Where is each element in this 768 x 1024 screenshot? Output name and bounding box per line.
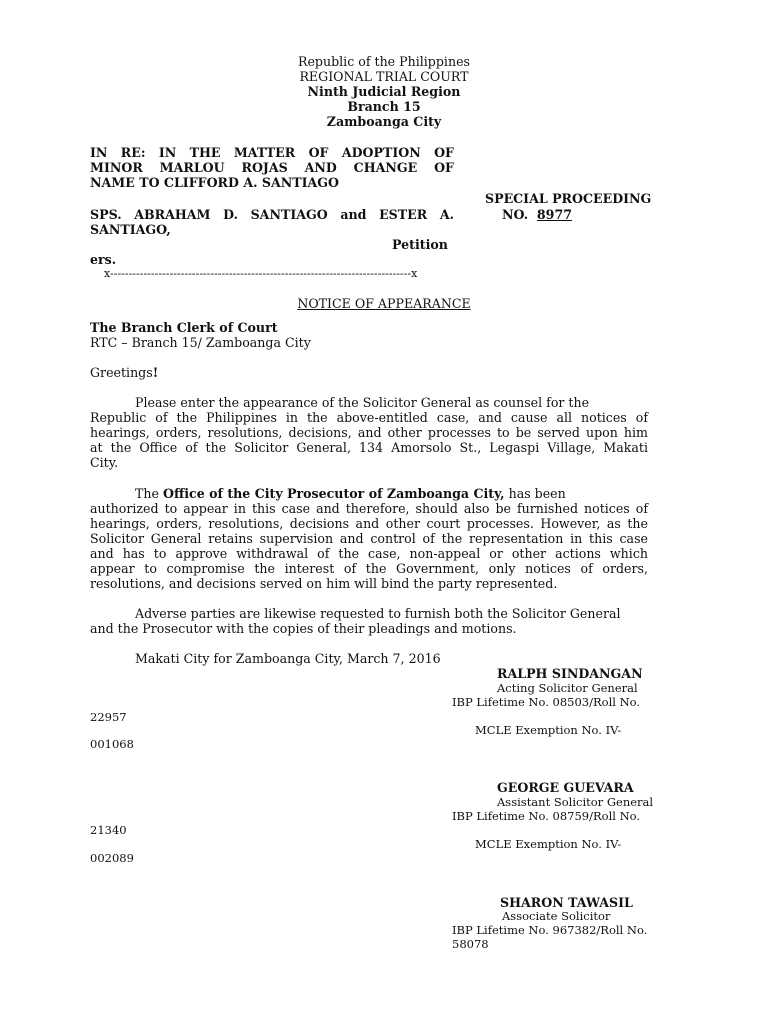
signatory-roll: 22957 bbox=[90, 710, 127, 724]
in-re-line: NAME TO CLIFFORD A. SANTIAGO bbox=[90, 175, 340, 190]
petition-label-end: ers. bbox=[90, 252, 117, 267]
signatory-mcle-number: 001068 bbox=[90, 737, 134, 751]
greeting-text: Greetings bbox=[90, 365, 153, 380]
addressee-name: The Branch Clerk of Court bbox=[90, 320, 278, 335]
signatory-mcle: MCLE Exemption No. IV- bbox=[475, 723, 622, 737]
header-line-court: REGIONAL TRIAL COURT bbox=[299, 69, 469, 84]
page-title: NOTICE OF APPEARANCE bbox=[297, 296, 471, 311]
special-proceeding-number bbox=[502, 207, 572, 222]
signatory-title: Assistant Solicitor General bbox=[497, 795, 654, 809]
signatory-name: RALPH SINDANGAN bbox=[497, 666, 643, 681]
in-re-line: MINOR MARLOU ROJAS AND CHANGE OF bbox=[90, 160, 454, 175]
paragraph-line: appear to compromise the interest of the Government, only notices of orders, bbox=[90, 561, 648, 576]
paragraph-line: Please enter the appearance of the Solicitor General as counsel for the bbox=[135, 395, 590, 410]
header-line-branch: Branch 15 bbox=[347, 99, 421, 114]
paragraph-appearance bbox=[90, 395, 648, 470]
paragraph-line: City. bbox=[90, 455, 119, 470]
header-line-region: Ninth Judicial Region bbox=[307, 84, 461, 99]
paragraph-prosecutor bbox=[90, 486, 648, 591]
signatory-mcle: MCLE Exemption No. IV- bbox=[475, 837, 622, 851]
paragraph-line: hearings, orders, resolutions, decisions, and other processes to be served upon him bbox=[90, 425, 648, 440]
paragraph-line: Solicitor General retains supervision and control of the representation in this case bbox=[90, 531, 648, 546]
paragraph-line bbox=[90, 486, 648, 501]
signatory-ibp: IBP Lifetime No. 08503/Roll No. bbox=[452, 695, 641, 709]
paragraph-adverse-parties bbox=[90, 606, 648, 636]
prosecutor-office-name: Office of the City Prosecutor of Zamboanga City, bbox=[162, 486, 505, 501]
addressee-office: RTC – Branch 15/ Zamboanga City bbox=[90, 335, 311, 350]
header-line-city: Zamboanga City bbox=[326, 114, 442, 129]
place-and-date: Makati City for Zamboanga City, March 7, 2016 bbox=[135, 651, 441, 666]
paragraph-line: and the Prosecutor with the copies of their pleadings and motions. bbox=[90, 621, 517, 636]
signatory-name: GEORGE GUEVARA bbox=[497, 780, 634, 795]
signatory-name: SHARON TAWASIL bbox=[500, 895, 633, 910]
caption-separator: x---------------------------------------------------------------------------------x bbox=[104, 267, 418, 280]
signatory-roll: 21340 bbox=[90, 823, 127, 837]
header-line-republic: Republic of the Philippines bbox=[297, 54, 470, 69]
signatory-title: Acting Solicitor General bbox=[497, 681, 638, 695]
paragraph-line: hearings, orders, resolutions, decisions and other court processes. However, as the bbox=[90, 516, 648, 531]
petition-label: Petition bbox=[392, 237, 448, 252]
special-proceeding-label: SPECIAL PROCEEDING bbox=[485, 191, 652, 206]
signatory-ibp: IBP Lifetime No. 967382/Roll No. bbox=[452, 923, 648, 937]
petitioners bbox=[90, 207, 454, 237]
paragraph-line: at the Office of the Solicitor General, 134 Amorsolo St., Legaspi Village, Makati bbox=[90, 440, 648, 455]
in-re-line: IN RE: IN THE MATTER OF ADOPTION OF bbox=[90, 145, 454, 160]
proceeding-no-label: NO. bbox=[502, 207, 529, 222]
greeting bbox=[90, 365, 158, 380]
signatory-mcle-number: 002089 bbox=[90, 851, 134, 865]
petitioner-line: SANTIAGO, bbox=[90, 222, 171, 237]
greeting-punct: ! bbox=[152, 365, 159, 380]
signatory-title: Associate Solicitor bbox=[502, 909, 611, 923]
proceeding-no-value: 8977 bbox=[536, 207, 572, 222]
petitioner-line: SPS. ABRAHAM D. SANTIAGO and ESTER A. bbox=[90, 207, 454, 222]
case-caption-in-re bbox=[90, 145, 454, 190]
paragraph-line: resolutions, and decisions served on him will bind the party represented. bbox=[90, 576, 558, 591]
signatory-roll: 58078 bbox=[452, 937, 489, 951]
line1-rest: has been bbox=[504, 486, 566, 501]
signatory-ibp: IBP Lifetime No. 08759/Roll No. bbox=[452, 809, 641, 823]
paragraph-line: Republic of the Philippines in the above-entitled case, and cause all notices of bbox=[90, 410, 648, 425]
paragraph-line: authorized to appear in this case and therefore, should also be furnished notices of bbox=[90, 501, 648, 516]
intro-text: The bbox=[135, 486, 163, 501]
paragraph-line: and has to approve withdrawal of the case, non-appeal or other actions which bbox=[90, 546, 648, 561]
paragraph-line: Adverse parties are likewise requested to furnish both the Solicitor General bbox=[135, 606, 621, 621]
